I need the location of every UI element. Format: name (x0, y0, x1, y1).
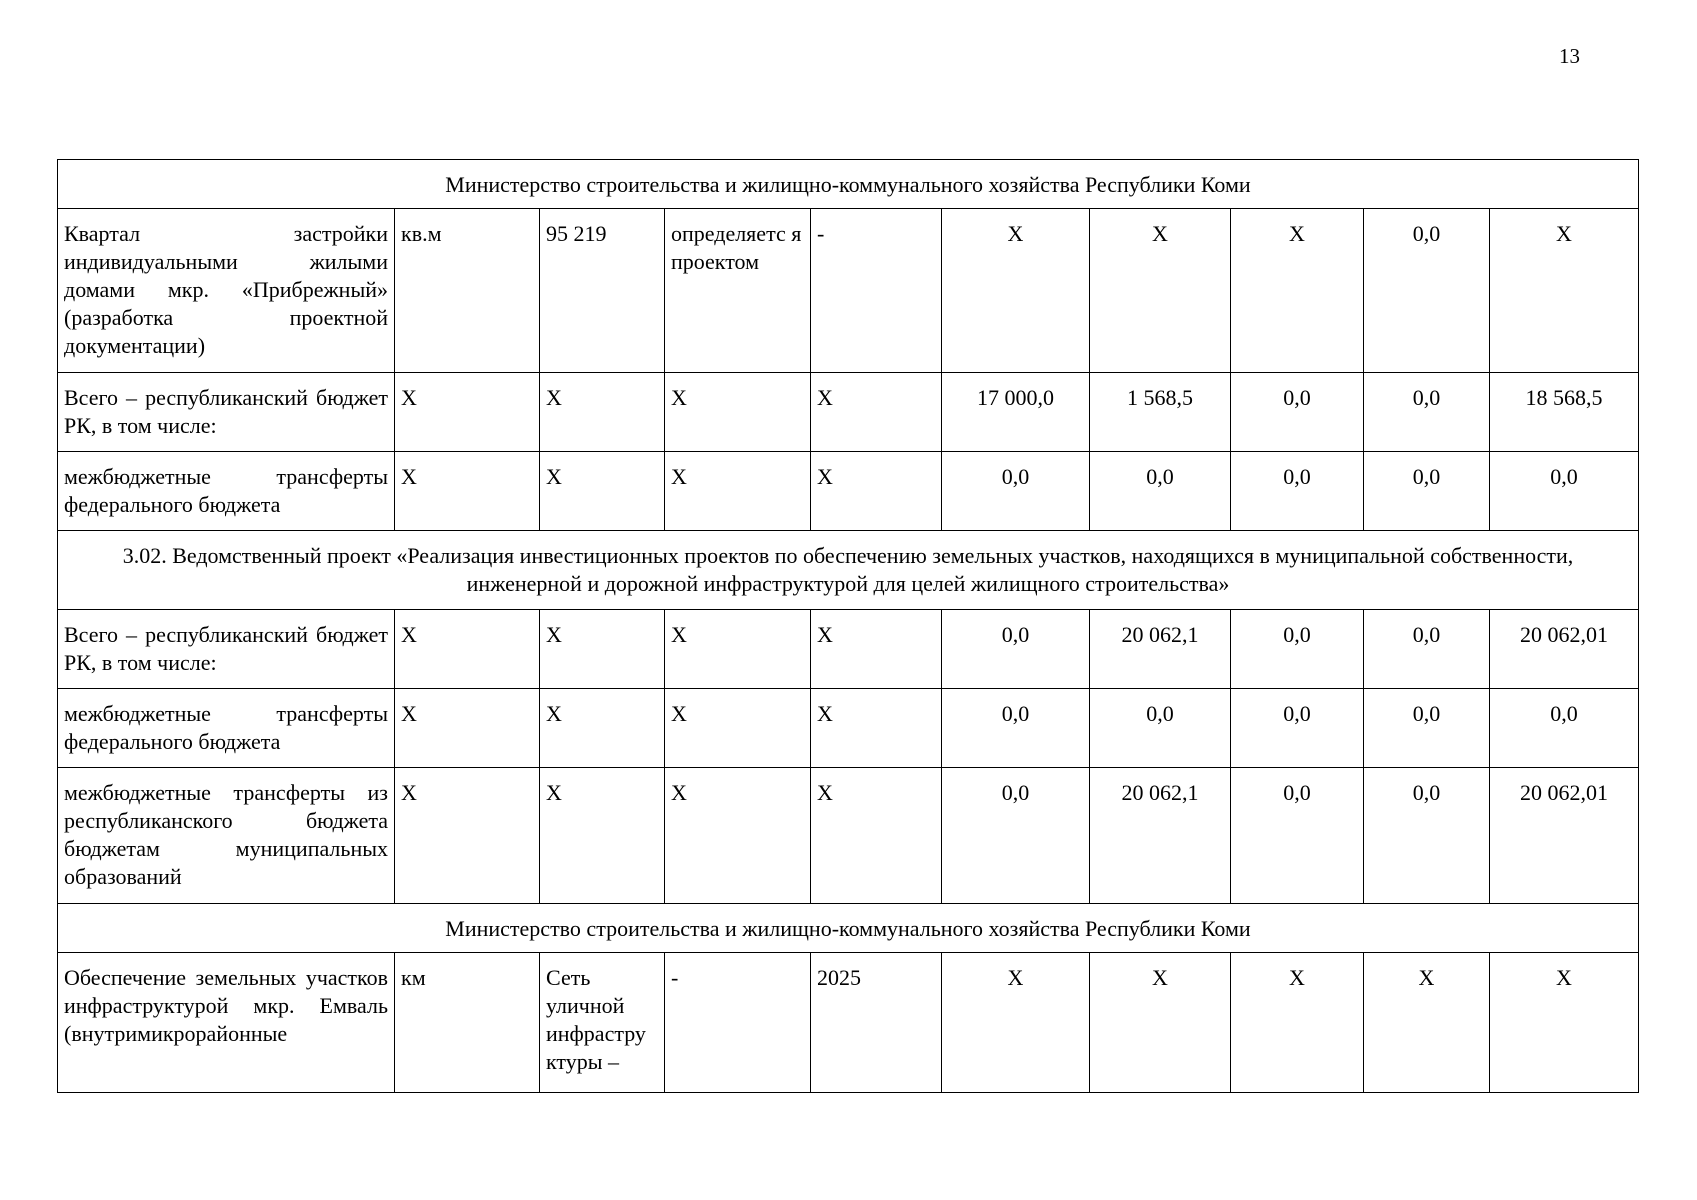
unit-cell: км (395, 953, 540, 1093)
section-header-row (58, 531, 1639, 610)
amount-cell: 0,0 (1364, 452, 1490, 531)
amount-cell: X (1231, 953, 1364, 1093)
value-cell: X (665, 768, 811, 904)
table-row (58, 689, 1639, 768)
amount-cell: X (1364, 953, 1490, 1093)
value-cell: X (665, 689, 811, 768)
row-description: Всего – республиканский бюджет РК, в том числе: (58, 373, 395, 452)
value-cell: X (540, 452, 665, 531)
amount-cell: 0,0 (1231, 689, 1364, 768)
amount-cell: 20 062,01 (1490, 610, 1639, 689)
value-cell: X (665, 452, 811, 531)
unit-cell: X (395, 689, 540, 768)
value-cell: Сеть уличной инфрастру ктуры – (540, 953, 665, 1093)
unit-cell: X (395, 610, 540, 689)
project-title: 3.02. Ведомственный проект «Реализация инвестиционных проектов по обеспечению земельных участков, находящихся в муниципальной собственности, инженерной и дорожной инфраструктурой для целей жилищного строительства» (58, 531, 1639, 610)
amount-cell: 0,0 (1231, 610, 1364, 689)
amount-cell: 0,0 (1490, 689, 1639, 768)
amount-cell: 1 568,5 (1090, 373, 1231, 452)
amount-cell: 0,0 (1364, 209, 1490, 373)
amount-cell: 20 062,01 (1490, 768, 1639, 904)
table-row (58, 953, 1639, 1093)
value-cell: X (811, 768, 942, 904)
row-description: межбюджетные трансферты федерального бюджета (58, 689, 395, 768)
value-cell: - (811, 209, 942, 373)
value-cell: X (540, 373, 665, 452)
amount-cell: 0,0 (1364, 610, 1490, 689)
amount-cell: 0,0 (1231, 768, 1364, 904)
row-description: Обеспечение земельных участков инфраструктурой мкр. Емваль (внутримикрорайонные (58, 953, 395, 1093)
value-cell: X (665, 610, 811, 689)
amount-cell: X (1490, 209, 1639, 373)
table-row (58, 209, 1639, 373)
amount-cell: 20 062,1 (1090, 768, 1231, 904)
row-description: межбюджетные трансферты федерального бюджета (58, 452, 395, 531)
value-cell: X (811, 610, 942, 689)
value-cell: 2025 (811, 953, 942, 1093)
amount-cell: 20 062,1 (1090, 610, 1231, 689)
amount-cell: X (1090, 209, 1231, 373)
amount-cell: 17 000,0 (942, 373, 1090, 452)
section-title: Министерство строительства и жилищно-коммунального хозяйства Республики Коми (58, 904, 1639, 953)
value-cell: X (811, 373, 942, 452)
amount-cell: X (942, 953, 1090, 1093)
amount-cell: 0,0 (1231, 452, 1364, 531)
amount-cell: X (942, 209, 1090, 373)
unit-cell: X (395, 452, 540, 531)
section-header-row (58, 904, 1639, 953)
unit-cell: X (395, 768, 540, 904)
value-cell: - (665, 953, 811, 1093)
value-cell: X (540, 610, 665, 689)
table-row (58, 768, 1639, 904)
amount-cell: 0,0 (942, 610, 1090, 689)
amount-cell: X (1231, 209, 1364, 373)
row-description: Квартал застройки индивидуальными жилыми домами мкр. «Прибрежный» (разработка проектной документации) (58, 209, 395, 373)
amount-cell: 0,0 (942, 689, 1090, 768)
value-cell: X (665, 373, 811, 452)
amount-cell: 0,0 (1090, 689, 1231, 768)
row-description: межбюджетные трансферты из республиканского бюджета бюджетам муниципальных образований (58, 768, 395, 904)
table-row (58, 610, 1639, 689)
amount-cell: 0,0 (942, 452, 1090, 531)
amount-cell: X (1490, 953, 1639, 1093)
value-cell: X (540, 768, 665, 904)
unit-cell: X (395, 373, 540, 452)
table-row (58, 452, 1639, 531)
budget-table (57, 159, 1639, 1093)
amount-cell: 0,0 (1090, 452, 1231, 531)
section-header-row (58, 160, 1639, 209)
value-cell: 95 219 (540, 209, 665, 373)
row-description: Всего – республиканский бюджет РК, в том числе: (58, 610, 395, 689)
value-cell: X (811, 452, 942, 531)
amount-cell: 0,0 (1490, 452, 1639, 531)
amount-cell: 0,0 (1364, 768, 1490, 904)
amount-cell: 18 568,5 (1490, 373, 1639, 452)
section-title: Министерство строительства и жилищно-коммунального хозяйства Республики Коми (58, 160, 1639, 209)
value-cell: X (811, 689, 942, 768)
amount-cell: 0,0 (1231, 373, 1364, 452)
table-row (58, 373, 1639, 452)
amount-cell: 0,0 (942, 768, 1090, 904)
amount-cell: X (1090, 953, 1231, 1093)
value-cell: X (540, 689, 665, 768)
amount-cell: 0,0 (1364, 689, 1490, 768)
page-number: 13 (1559, 44, 1580, 68)
unit-cell: кв.м (395, 209, 540, 373)
amount-cell: 0,0 (1364, 373, 1490, 452)
value-cell: определяетс я проектом (665, 209, 811, 373)
